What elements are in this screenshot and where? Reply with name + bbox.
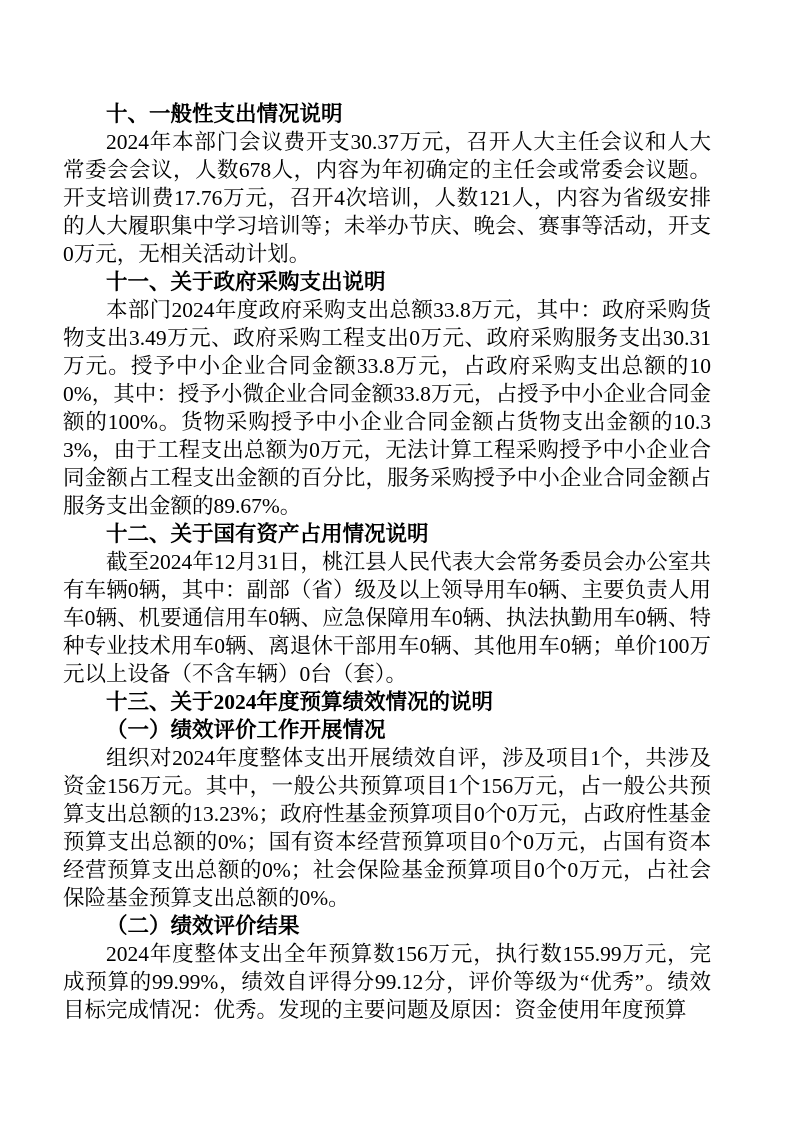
section-13-sub1-paragraph: 组织对2024年度整体支出开展绩效自评，涉及项目1个，共涉及资金156万元。其中，一般公共预算项目1个156万元，占一般公共预算支出总额的13.23%；政府性基金预算项目0个0万元，占政府性基金预算支出总额的0%；国有资本经营预算项目0个0万元，占国有资本经营预算支出总额的0%；社会保险基金预算项目0个0万元，占社会保险基金预算支出总额的0%。: [63, 746, 711, 910]
section-13-heading: 十三、关于2024年度预算绩效情况的说明: [106, 690, 494, 714]
section-13-sub2-paragraph: 2024年度整体支出全年预算数156万元，执行数155.99万元，完成预算的99.99%，绩效自评得分99.12分，评价等级为“优秀”。绩效目标完成情况：优秀。发现的主要问题及原因：资金使用年度预算: [63, 942, 711, 1022]
section-13-sub1-heading: （一）绩效评价工作开展情况: [106, 718, 386, 742]
section-12-heading: 十二、关于国有资产占用情况说明: [106, 522, 429, 546]
section-11-heading: 十一、关于政府采购支出说明: [106, 270, 386, 294]
section-10-heading: 十、一般性支出情况说明: [106, 102, 343, 126]
section-12-paragraph: 截至2024年12月31日，桃江县人民代表大会常务委员会办公室共有车辆0辆，其中：副部（省）级及以上领导用车0辆、主要负责人用车0辆、机要通信用车0辆、应急保障用车0辆、执法执勤用车0辆、特种专业技术用车0辆、离退休干部用车0辆、其他用车0辆；单价100万元以上设备（不含车辆）0台（套）。: [63, 550, 711, 686]
section-10-paragraph: 2024年本部门会议费开支30.37万元，召开人大主任会议和人大常委会会议，人数678人，内容为年初确定的主任会或常委会议题。开支培训费17.76万元，召开4次培训，人数121人，内容为省级安排的人大履职集中学习培训等；未举办节庆、晚会、赛事等活动，开支0万元，无相关活动计划。: [63, 130, 711, 266]
section-11-paragraph: 本部门2024年度政府采购支出总额33.8万元，其中：政府采购货物支出3.49万元、政府采购工程支出0万元、政府采购服务支出30.31万元。授予中小企业合同金额33.8万元，占政府采购支出总额的100%，其中：授予小微企业合同金额33.8万元，占授予中小企业合同金额的100%。货物采购授予中小企业合同金额占货物支出金额的10.33%，由于工程支出总额为0万元，无法计算工程采购授予中小企业合同金额占工程支出金额的百分比，服务采购授予中小企业合同金额占服务支出金额的89.67%。: [63, 298, 711, 518]
section-13-sub2-heading: （二）绩效评价结果: [106, 914, 300, 938]
document-body: [63, 100, 711, 1024]
